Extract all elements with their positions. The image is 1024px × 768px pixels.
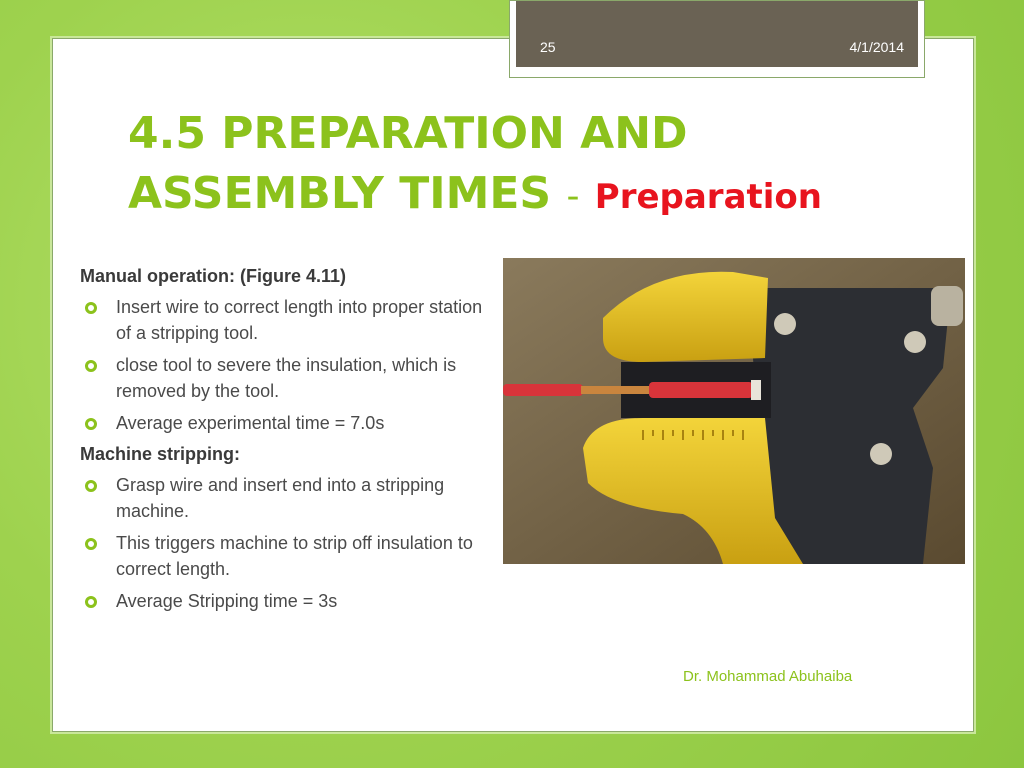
bullet-icon [85,360,97,372]
slide-number: 25 [540,39,556,55]
slide-header [509,0,925,78]
title-subtitle: Preparation [594,177,822,217]
list-item [80,472,500,524]
bullet-text: Average experimental time = 7.0s [116,413,385,433]
list-item [80,352,500,404]
slide-title [128,104,928,227]
bullet-text: Insert wire to correct length into proper station of a stripping tool. [116,297,483,343]
list-item [80,530,500,582]
bullet-text: close tool to severe the insulation, which is removed by the tool. [116,355,457,401]
bullet-text: Average Stripping time = 3s [116,591,338,611]
header-bar [516,1,918,67]
bullet-icon [85,596,97,608]
bullet-list-machine [80,472,500,614]
slide-content [80,264,500,620]
bullet-icon [85,538,97,550]
slide-date: 4/1/2014 [849,39,904,55]
bullet-icon [85,418,97,430]
bullet-list-manual [80,294,500,436]
list-item [80,294,500,346]
bullet-icon [85,302,97,314]
bullet-text: Grasp wire and insert end into a stripping machine. [116,475,445,521]
list-item [80,410,500,436]
list-item [80,588,500,614]
wire-stripping-tool-photo [503,258,965,564]
bullet-icon [85,480,97,492]
bullet-text: This triggers machine to strip off insulation to correct length. [116,533,473,579]
title-main: 4.5 PREPARATION AND ASSEMBLY TIMES [128,108,688,219]
title-separator: - [566,176,580,217]
footer-author: Dr. Mohammad Abuhaiba [683,668,853,685]
section-heading-manual: Manual operation: (Figure 4.11) [80,266,347,286]
section-heading-machine: Machine stripping: [80,444,241,464]
